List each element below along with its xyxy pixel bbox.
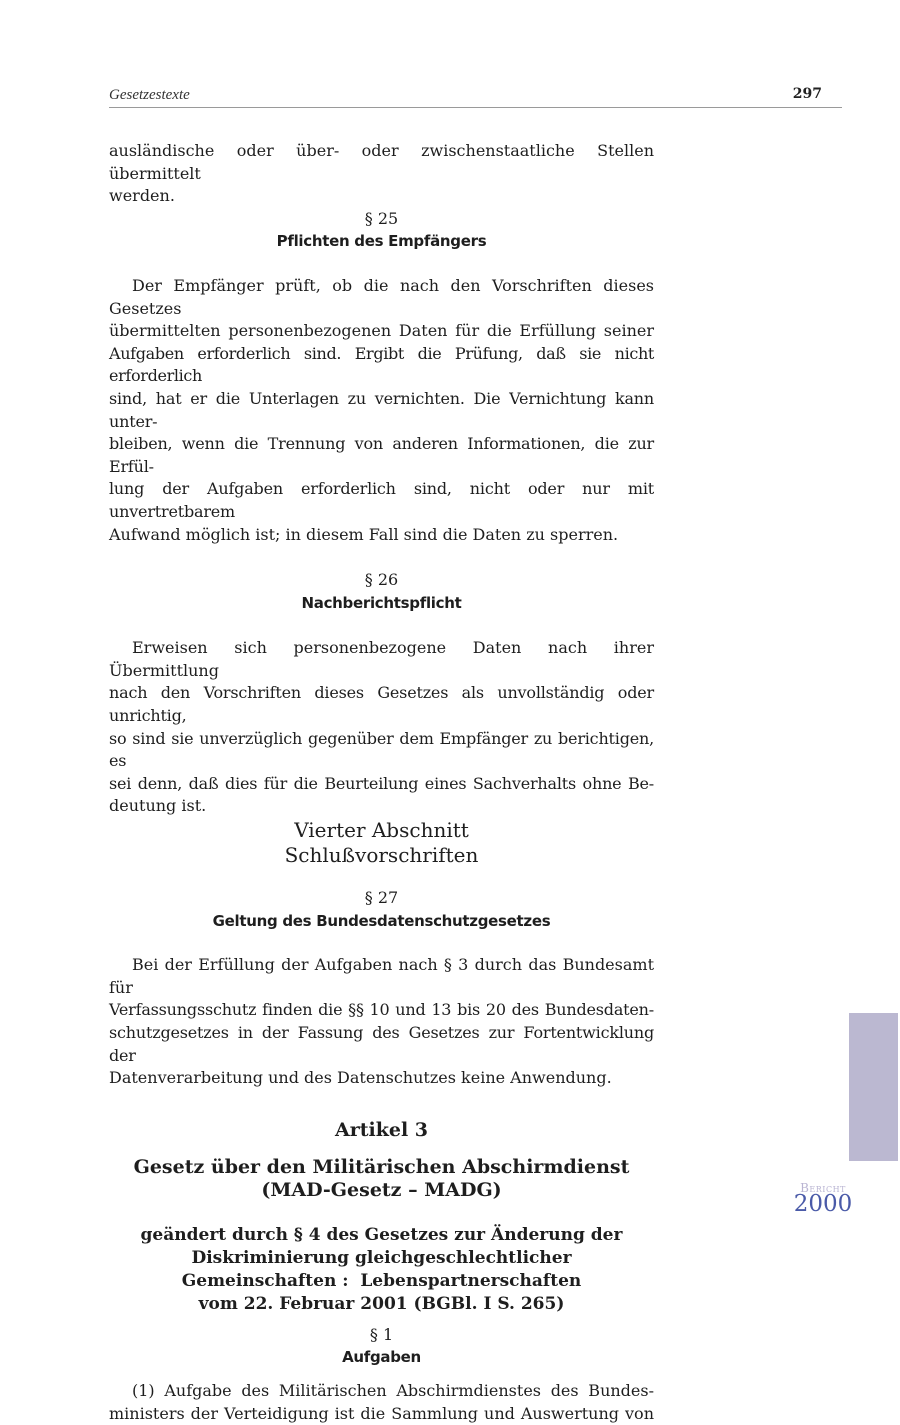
amendment-line: vom 22. Februar 2001 (BGBl. I S. 265) xyxy=(198,1293,565,1314)
abschnitt-heading xyxy=(109,818,654,867)
amendment-line: Diskriminierung gleichgeschlechtlicher xyxy=(191,1247,572,1268)
text-line: ministers der Verteidigung ist die Sammlung und Auswertung von xyxy=(109,1403,654,1423)
running-title: Gesetzestexte xyxy=(109,87,190,103)
text-line: so sind sie unverzüglich gegenüber dem Empfänger zu berichtigen, es xyxy=(109,728,654,771)
chapter-tab xyxy=(849,1013,898,1161)
law-title-line: (MAD-Gesetz – MADG) xyxy=(261,1178,502,1201)
text-line: ausländische oder über- oder zwischenstaatliche Stellen übermittelt xyxy=(109,141,654,183)
text-line: Datenverarbeitung und des Datenschutzes keine Anwendung. xyxy=(109,1068,612,1088)
bericht-2000-logo xyxy=(788,1182,858,1216)
section-1-number: § 1 xyxy=(369,1324,394,1344)
logo-word: Bericht xyxy=(800,1181,846,1195)
abschnitt-title: Schlußvorschriften xyxy=(284,842,479,867)
section-26-paragraph xyxy=(109,637,654,818)
page-number: 297 xyxy=(792,86,822,102)
text-line: Erweisen sich personenbezogene Daten nach ihrer Übermittlung xyxy=(109,638,654,680)
law-title-line: Gesetz über den Militärischen Abschirmdienst xyxy=(133,1155,630,1178)
text-line: schutzgesetzes in der Fassung des Gesetzes zur Fortentwicklung der xyxy=(109,1023,654,1065)
amendment-line: geändert durch § 4 des Gesetzes zur Änderung der xyxy=(140,1224,623,1245)
text-line: Bei der Erfüllung der Aufgaben nach § 3 durch das Bundesamt für xyxy=(109,955,654,997)
text-line: sind, hat er die Unterlagen zu vernichten. Die Vernichtung kann unter- xyxy=(109,388,654,431)
text-line: sei denn, daß dies für die Beurteilung eines Sachverhalts ohne Be- xyxy=(109,773,654,793)
running-header xyxy=(109,86,842,108)
artikel-heading: Artikel 3 xyxy=(334,1118,429,1141)
section-25-paragraph xyxy=(109,275,654,546)
amendment-note xyxy=(109,1224,654,1316)
text-line: übermittelten personenbezogenen Daten für die Erfüllung seiner xyxy=(109,321,654,341)
amendment-line: Gemeinschaften : Lebenspartnerschaften xyxy=(181,1270,582,1291)
section-27-title: Geltung des Bundesdatenschutzgesetzes xyxy=(212,911,551,930)
text-line: lung der Aufgaben erforderlich sind, nicht oder nur mit unvertretbarem xyxy=(109,479,654,521)
section-27-paragraph xyxy=(109,954,654,1090)
section-26-title: Nachberichtspflicht xyxy=(301,593,462,612)
section-1-paragraph xyxy=(109,1380,654,1425)
text-line: nach den Vorschriften dieses Gesetzes als unvollständig oder unrichtig, xyxy=(109,683,654,726)
text-line: Aufgaben erforderlich sind. Ergibt die Prüfung, daß sie nicht erforderlich xyxy=(109,343,654,386)
text-line: werden. xyxy=(109,186,175,206)
intro-paragraph xyxy=(109,140,654,208)
law-title xyxy=(109,1156,654,1202)
section-1-title: Aufgaben xyxy=(342,1348,421,1367)
logo-year: 2000 xyxy=(793,1191,853,1217)
text-line: Verfassungsschutz finden die §§ 10 und 13 bis 20 des Bundesdaten- xyxy=(109,1000,654,1020)
section-27-number: § 27 xyxy=(364,888,399,908)
page-body xyxy=(109,140,654,1425)
text-line: bleiben, wenn die Trennung von anderen Informationen, die zur Erfül- xyxy=(109,434,654,476)
text-line: (1) Aufgabe des Militärischen Abschirmdienstes des Bundes- xyxy=(132,1380,654,1400)
text-line: Aufwand möglich ist; in diesem Fall sind die Daten zu sperren. xyxy=(109,524,619,544)
text-line: Der Empfänger prüft, ob die nach den Vorschriften dieses Gesetzes xyxy=(109,275,654,318)
section-25-number: § 25 xyxy=(364,208,399,228)
section-25-title: Pflichten des Empfängers xyxy=(276,232,487,251)
abschnitt-number: Vierter Abschnitt xyxy=(294,818,469,843)
section-26-number: § 26 xyxy=(364,570,399,590)
text-line: deutung ist. xyxy=(109,796,207,816)
